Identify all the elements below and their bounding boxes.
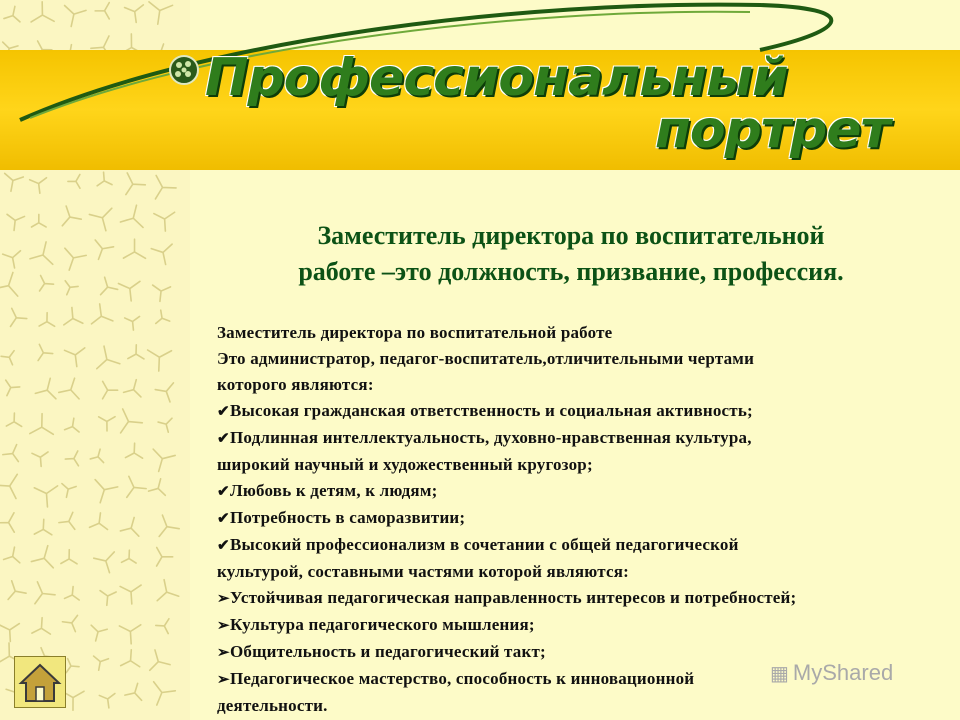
arrow-icon: ➢ xyxy=(217,591,230,607)
list-item: ✔Высокий профессионализм в сочетании с общей педагогической xyxy=(217,532,957,559)
list-item: ➢Педагогическое мастерство, способность к инновационной xyxy=(217,666,957,693)
watermark xyxy=(770,660,893,686)
home-button[interactable] xyxy=(14,656,66,708)
intro-line: Заместитель директора по воспитательной работе xyxy=(217,323,613,342)
arrow-icon: ➢ xyxy=(217,672,230,688)
list-item: ✔Потребность в саморазвитии; xyxy=(217,505,957,532)
check-icon: ✔ xyxy=(217,484,230,500)
list-item: ✔Любовь к детям, к людям; xyxy=(217,478,957,505)
intro-line: Это администратор, педагог-воспитатель,отличительными чертами xyxy=(217,349,755,368)
list-item-continuation: культурой, составными частями которой являются: xyxy=(217,562,629,581)
subtitle-line-2: работе –это должность, призвание, профессия. xyxy=(298,257,844,286)
home-icon xyxy=(15,657,65,707)
check-icon: ✔ xyxy=(217,511,230,527)
list-item: ➢Устойчивая педагогическая направленность интересов и потребностей; xyxy=(217,585,957,612)
ornament-icon xyxy=(168,54,200,86)
list-item: ➢Культура педагогического мышления; xyxy=(217,612,957,639)
intro-line: которого являются: xyxy=(217,375,374,394)
list-item: ✔Подлинная интеллектуальность, духовно-нравственная культура, xyxy=(217,425,957,452)
logo-icon: ▦ xyxy=(770,663,789,685)
check-icon: ✔ xyxy=(217,538,230,554)
list-item-continuation: деятельности. xyxy=(217,696,328,715)
subtitle-line-1: Заместитель директора по воспитательной xyxy=(317,221,825,250)
list-item: ✔Высокая гражданская ответственность и социальная активность; xyxy=(217,398,957,425)
list-item-continuation: широкий научный и художественный кругозор; xyxy=(217,455,593,474)
check-icon: ✔ xyxy=(217,431,230,447)
arrow-icon: ➢ xyxy=(217,618,230,634)
title-line-2: портрет xyxy=(655,100,890,160)
subtitle xyxy=(215,218,927,290)
check-icon: ✔ xyxy=(217,404,230,420)
title-line-1: Профессиональный xyxy=(205,48,788,108)
watermark-text: MyShared xyxy=(792,660,894,685)
list-item: ➢Общительность и педагогический такт; xyxy=(217,639,957,666)
arrow-icon: ➢ xyxy=(217,645,230,661)
